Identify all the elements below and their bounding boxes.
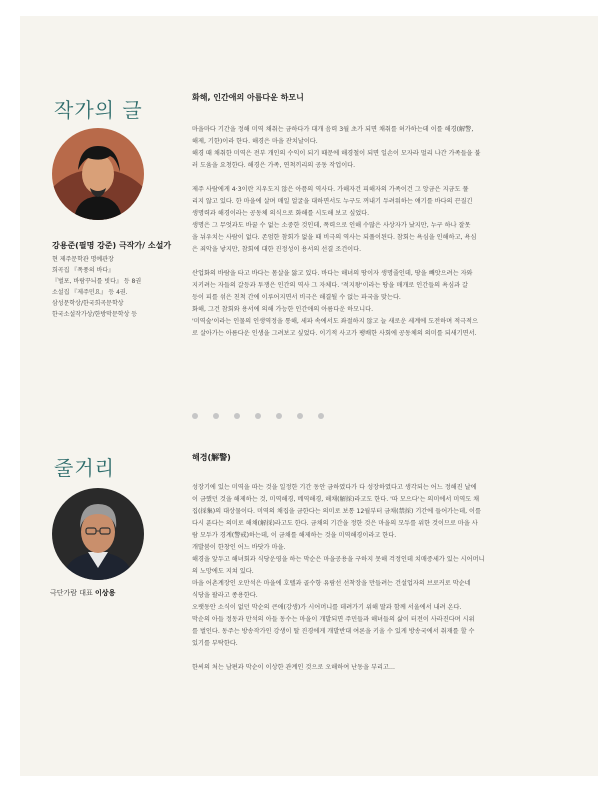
text-line: 를 벌인다. 동주는 방송작가인 강생이 딸 진경에게 개발반대 여론을 키울 수 있게 방송국에서 취재를 할 수	[192, 628, 475, 635]
director-role: 극단가람 대표	[50, 589, 93, 597]
text-line: 있기를 부탁한다.	[192, 640, 238, 647]
divider-dot	[297, 413, 303, 419]
text-line: 생명은 그 무엇과도 바꿀 수 없는 소중한 것인데, 폭력으로 인해 수많은 사상자가 났지만, 누구 하나 잘못	[192, 222, 471, 229]
text-line: 생명력과 해경이라는 공동체 의식으로 화해를 시도해 보고 싶었다.	[192, 210, 370, 217]
text-line: 해제, 기한)이라 한다. 해경은 마을 잔치날이다.	[192, 138, 318, 145]
text-line: 리지 않고 있다. 한 마을에 살며 매일 얼굴을 대하면서도 누구도 꺼내기 두려워하는 얘기를 바다의 끈질긴	[192, 198, 473, 205]
text-line: 람 모두가 경계(警戒)하는데, 이 금채를 해제하는 것을 미역해경이라고 한다.	[192, 532, 397, 539]
text-line: 오랫동안 소식이 없던 막순의 큰애(강생)가 시어머니를 데려가기 위해 딸과 함께 서울에서 내려 온다.	[192, 604, 462, 611]
divider-dot	[192, 413, 198, 419]
text-line: 화해, 그건 참회와 용서에 의해 가능한 인간애의 아름다운 하모니다.	[192, 306, 374, 313]
text-line: 제주 사람에게 4·3이란 지우도지 않은 아픔의 역사다. 가해자건 피해자의 가족이건 그 앙금은 지금도 풀	[192, 186, 469, 193]
text-line: 이 금했던 것을 해제하는 것, 미역해경, 메역해경, 해채(解採)라고도 한다. '따 모으다'는 의미에서 미역도 채	[192, 496, 480, 503]
divider-dot	[318, 413, 324, 419]
paragraph	[192, 124, 574, 172]
page	[20, 16, 598, 776]
text-line: 개발붐이 한창인 어느 바닷가 마을.	[192, 544, 286, 551]
text-line: 지키려는 자들의 갈등과 투쟁은 인간의 역사 그 자체다. '적지왕'이라는 땅을 매개로 인간들의 욕심과 갈	[192, 282, 468, 289]
section-heading-harmony: 화해, 인간애의 아름다운 하모니	[192, 93, 304, 102]
divider-dot	[234, 413, 240, 419]
section-divider-dots	[192, 413, 324, 419]
text-line: 해경 때 채취한 미역은 전부 개인의 수익이 되기 때문에 해경철이 되면 일손이 모자라 멀리 나간 가족들을 불	[192, 150, 481, 157]
text-line: 러 도움을 요청한다. 해경은 가족, 연척끼리의 공동 작업이다.	[192, 162, 356, 169]
bio-line: 삼성문학상/한국희곡문학상	[52, 300, 124, 307]
section-title-author-note: 작가의 글	[54, 98, 143, 122]
text-line: 은 죄악을 낳지만, 참회에 대한 진정성이 용서의 선결 조건이다.	[192, 246, 362, 253]
bio-line: 희곡집 『폭풍의 바다』	[52, 267, 115, 274]
section-title-synopsis: 줄거리	[54, 456, 115, 480]
synopsis-body	[192, 482, 574, 686]
text-line: '미역숲'이라는 인물의 인생역정을 통해, 세파 속에서도 좌절하지 않고 늘 새로운 세계에 도전하며 적극적으	[192, 318, 478, 325]
text-line: 해경을 앞두고 해녀회과 식당운영을 하는 막순은 마을공용을 구하지 못해 걱정인데 치매증세가 있는 시어머니	[192, 556, 485, 563]
paragraph	[192, 662, 574, 674]
text-line: 마을마다 기간을 정해 미역 채취는 금하다가 대개 음력 3월 초가 되면 채취를 허가하는데 이를 해경(解警,	[192, 126, 474, 133]
author-bio	[52, 254, 141, 320]
paragraph	[192, 268, 574, 340]
bio-line: 한국소설작가상/한방막문학상 등	[52, 311, 138, 318]
paragraph	[192, 184, 574, 256]
text-line: 성장기에 있는 미역을 따는 것을 일정한 기간 동안 금하였다가 다 성장하였다고 생각되는 어느 정해진 날에	[192, 484, 477, 491]
director-photo	[52, 488, 144, 580]
author-photo	[52, 128, 144, 220]
text-line: 식당을 팔라고 종용한다.	[192, 592, 258, 599]
text-line: 로 살아가는 아름다운 인생을 그려보고 싶었다. 이기적 사고가 팽배한 사회에 공동체의 의미를 되새기면서.	[192, 330, 477, 337]
text-line: 한씨의 처는 남편과 막순이 이상한 관계인 것으로 오해하여 난동을 부리고...	[192, 664, 395, 671]
director-name: 이상용	[95, 589, 116, 597]
bio-line: 『벌포, 바람꾸늬를 빗다』 등 8권	[52, 278, 142, 285]
bio-line: 소설집 『제주민요』 등 4권.	[52, 289, 128, 296]
text-line: 다시 푼다는 의미로 해채(解採)라고도 한다. 금채의 기간을 정한 것은 마을의 모두를 위한 것이므로 마을 사	[192, 520, 478, 527]
text-line: 산업화의 바람을 타고 바다는 몸살을 앓고 있다. 바다는 해녀의 땅이자 생명줄인데, 땅을 빼앗으려는 자와	[192, 270, 473, 277]
author-note-body	[192, 124, 574, 352]
director-caption	[50, 588, 115, 598]
bio-line: 현 제주문학관 명예관장	[52, 256, 114, 263]
text-line: 막순의 아들 정동과 만석의 아들 동수는 마을이 개발되면 주민들과 해녀들의 삶이 터전이 사라진다며 시위	[192, 616, 475, 623]
divider-dot	[255, 413, 261, 419]
paragraph	[192, 482, 574, 650]
text-line: 마을 어촌계장인 오만석은 마을에 호텔과 골수항 유람선 선착장을 만들려는 건설업자의 브로커로 막순네	[192, 580, 471, 587]
divider-dot	[213, 413, 219, 419]
text-line: 을 뉘우치는 사람이 없다. 존엄한 참회가 없을 때 비극의 역사는 되풀이된다. 참회는 욕심을 인해하고, 욕심	[192, 234, 477, 241]
text-line: 집(採集)의 대상물이다. 미역의 채집을 금한다는 의미로 보통 12월부터 금채(禁採) 기간에 들어가는데, 이를	[192, 508, 481, 515]
text-line: 등이 피를 섞은 친척 간에 이루어지면서 비극은 해결될 수 없는 파국을 맞는다.	[192, 294, 401, 301]
divider-dot	[276, 413, 282, 419]
section-heading-haegyeong: 해경(解警)	[192, 453, 231, 462]
text-line: 의 노망에도 지쳐 있다.	[192, 568, 254, 575]
author-name: 강용준(필명 강준) 극작가/ 소설가	[52, 241, 172, 250]
